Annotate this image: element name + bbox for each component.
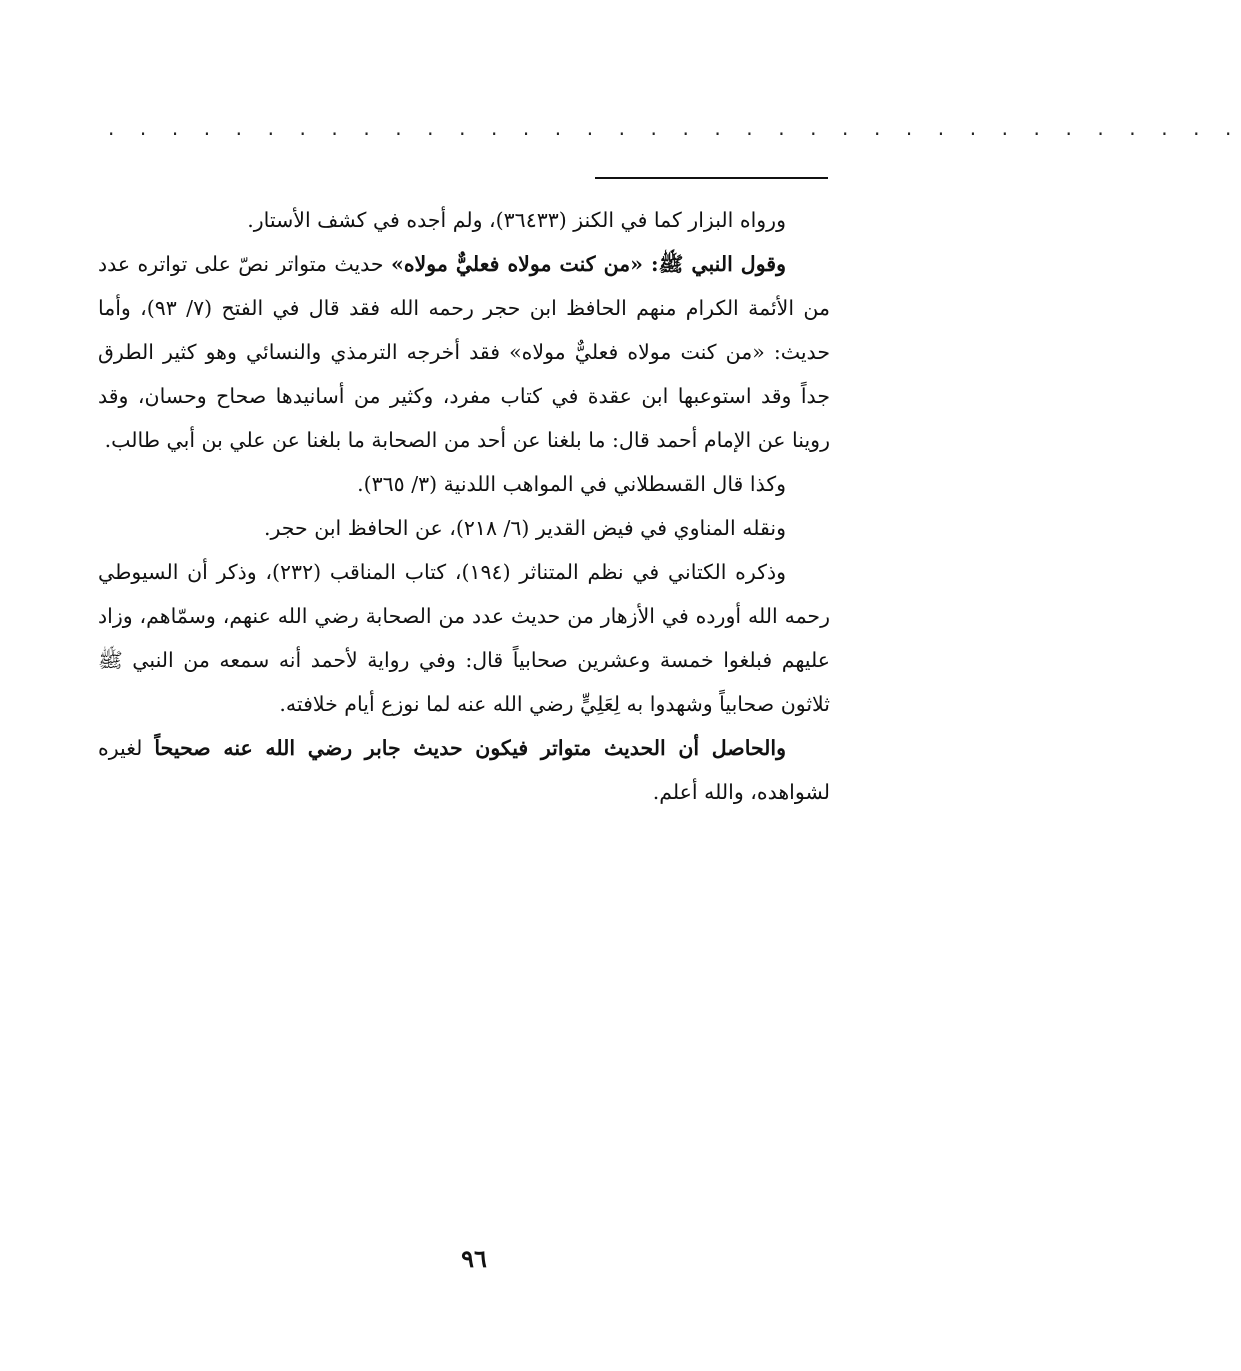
paragraph-3: وكذا قال القسطلاني في المواهب اللدنية (٣/ ٣٦٥). [357, 472, 786, 496]
body-text [98, 198, 830, 814]
paragraph-6-lead: والحاصل أن الحديث متواتر فيكون حديث جابر رضي الله عنه صحيحاً [154, 736, 787, 760]
dotted-separator: . . . . . . . . . . . . . . . . . . . . . . . . . . . . . . . . . . . . [108, 116, 1241, 140]
paragraph-5: وذكره الكتاني في نظم المتناثر (١٩٤)، كتاب المناقب (٢٣٢)، وذكر أن السيوطي رحمه الله أورده في الأزهار من حديث عدد من الصحابة رضي الله عنهم، وسمّاهم، وزاد عليهم فبلغوا خمسة وعشرين صحابياً قال: وفي رواية لأحمد أنه سمعه من النبي ﷺ ثلاثون صحابياً وشهدوا به لِعَلِيٍّ رضي الله عنه لما نوزع أيام خلافته. [98, 560, 830, 716]
page-number: ٩٦ [461, 1244, 487, 1273]
paragraph-2-rest: حديث متواتر نصّ على تواتره عدد من الأئمة الكرام منهم الحافظ ابن حجر رحمه الله فقد قال في الفتح (٧/ ٩٣)، وأما حديث: «من كنت مولاه فعليٌّ مولاه» فقد أخرجه الترمذي والنسائي وهو كثير الطرق جداً وقد استوعبها ابن عقدة في كتاب مفرد، وكثير من أسانيدها صحاح وحسان، وقد روينا عن الإمام أحمد قال: ما بلغنا عن أحد من الصحابة ما بلغنا عن علي بن أبي طالب. [98, 252, 830, 452]
paragraph-1: ورواه البزار كما في الكنز (٣٦٤٣٣)، ولم أجده في كشف الأستار. [247, 208, 786, 232]
paragraph-2-lead: وقول النبي ﷺ: «من كنت مولاه فعليٌّ مولاه» [391, 252, 786, 276]
paragraph-2 [98, 242, 830, 462]
paragraph-6-rest: لغيره لشواهده، والله أعلم. [98, 736, 830, 804]
paragraph-4: ونقله المناوي في فيض القدير (٦/ ٢١٨)، عن الحافظ ابن حجر. [263, 516, 786, 540]
paragraph-6 [98, 726, 830, 814]
footnote-rule [595, 177, 828, 179]
